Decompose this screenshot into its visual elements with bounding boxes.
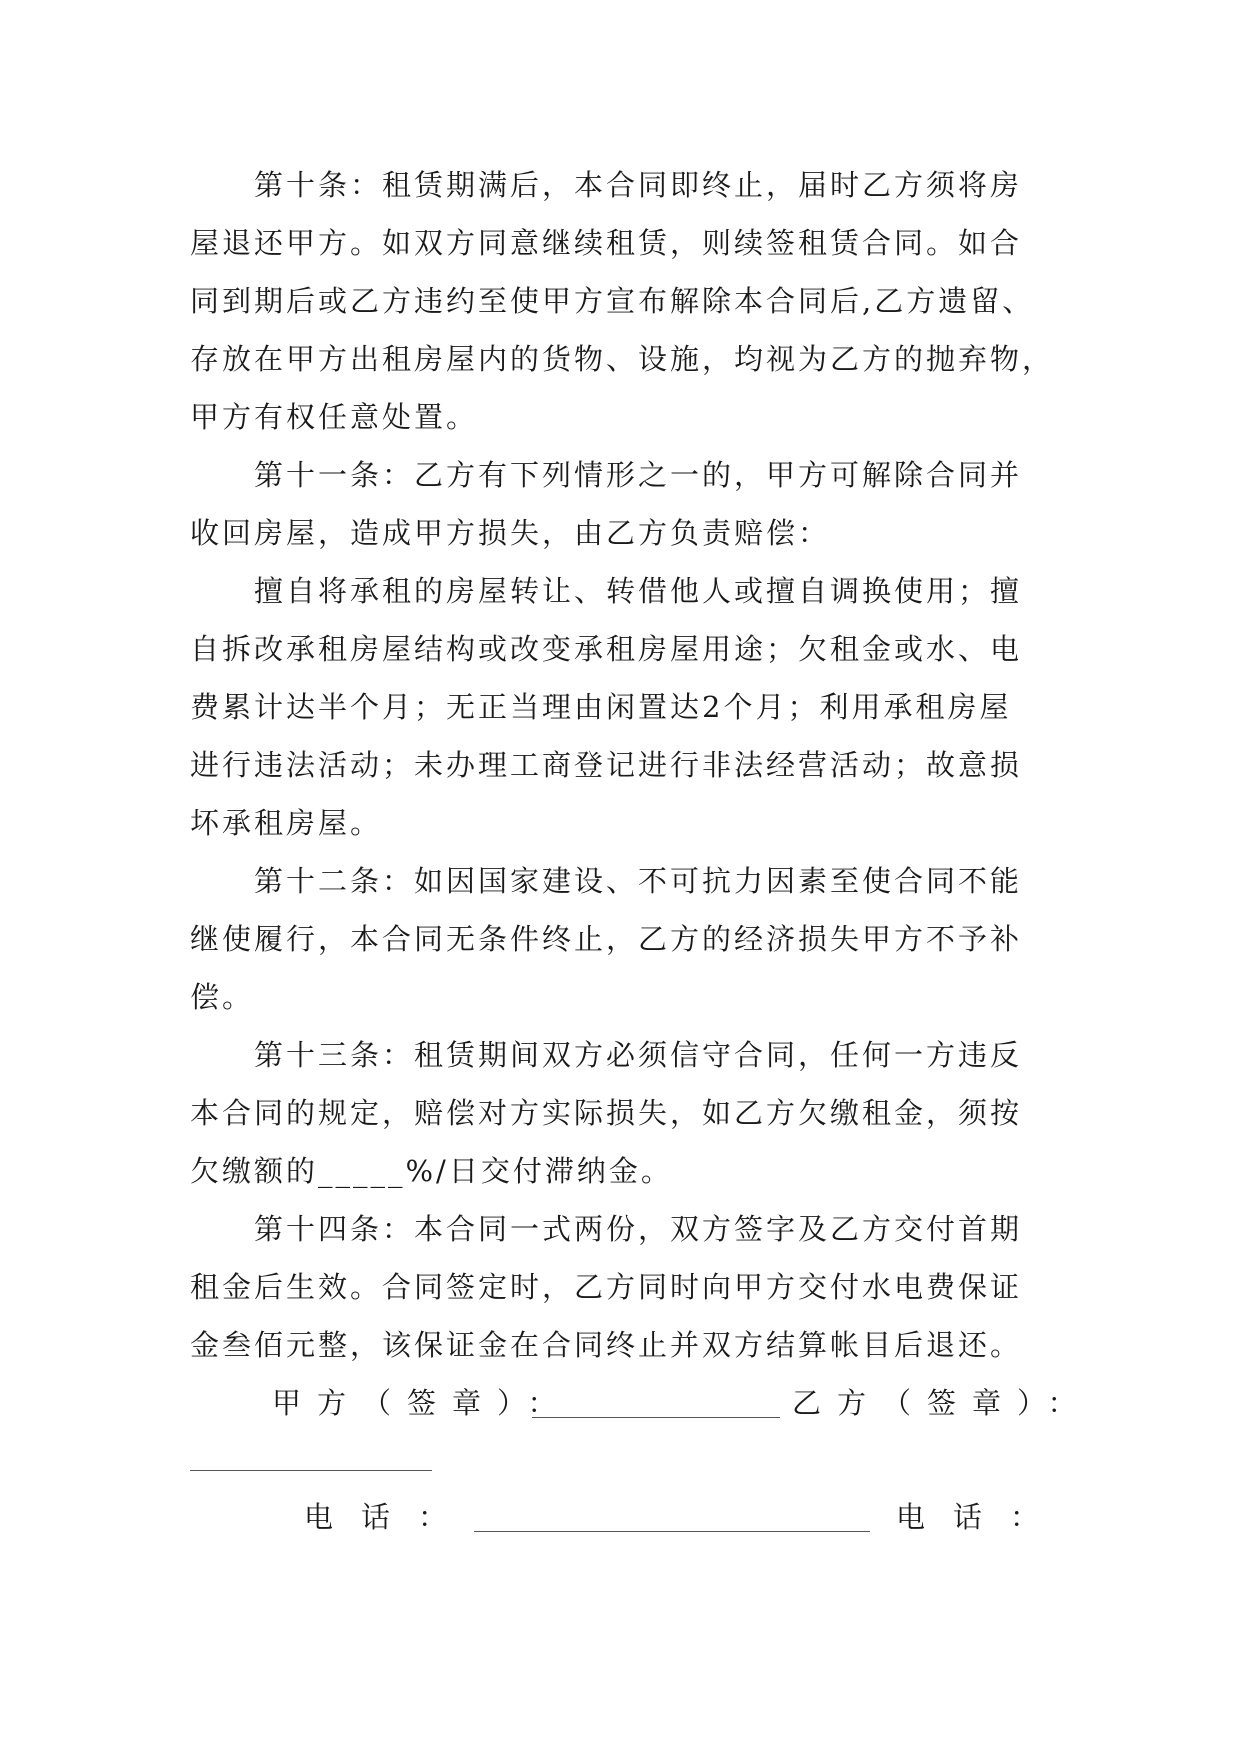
clause-11-list-line-1: 擅自将承租的房屋转让、转借他人或擅自调换使用；擅 (254, 574, 1023, 608)
clause-12-line-1: 第十二条：如因国家建设、不可抗力因素至使合同不能 (254, 864, 1023, 898)
clause-13-line-2: 本合同的规定，赔偿对方实际损失，如乙方欠缴租金，须按 (190, 1096, 1023, 1130)
clause-10-line-2: 屋退还甲方。如双方同意继续租赁，则续签租赁合同。如合 (190, 226, 1023, 260)
clause-14-line-2: 租金后生效。合同签定时，乙方同时向甲方交付水电费保证 (190, 1270, 1023, 1304)
clause-11-line-2: 收回房屋，造成甲方损失，由乙方负责赔偿： (190, 516, 831, 550)
clause-11-list-line-5: 坏承租房屋。 (190, 806, 383, 840)
party-b-phone-label: 电话： (896, 1500, 1068, 1534)
clause-10-line-1: 第十条：租赁期满后，本合同即终止，届时乙方须将房 (254, 168, 1023, 202)
clause-10-line-4: 存放在甲方出租房屋内的货物、设施，均视为乙方的抛弃物， (190, 342, 1055, 376)
party-a-signature-label: 甲方（签章）： (272, 1386, 573, 1420)
party-a-phone-line (474, 1531, 870, 1532)
clause-11-list-line-2: 自拆改承租房屋结构或改变承租房屋用途；欠租金或水、电 (190, 632, 1023, 666)
clause-14-line-3: 金叁佰元整，该保证金在合同终止并双方结算帐目后退还。 (190, 1328, 1023, 1362)
clause-11-line-1: 第十一条：乙方有下列情形之一的，甲方可解除合同并 (254, 458, 1023, 492)
clause-11-list-line-4: 进行违法活动；未办理工商登记进行非法经营活动；故意损 (190, 748, 1023, 782)
clause-14-line-1: 第十四条：本合同一式两份，双方签字及乙方交付首期 (254, 1212, 1023, 1246)
party-b-signature-label: 乙方（签章）： (792, 1386, 1093, 1420)
clause-11-list-line-3: 费累计达半个月；无正当理由闲置达2个月；利用承租房屋 (190, 690, 1012, 724)
clause-12-line-3: 偿。 (190, 980, 255, 1014)
clause-13-line-1: 第十三条：租赁期间双方必须信守合同，任何一方违反 (254, 1038, 1023, 1072)
clause-10-line-3: 同到期后或乙方违约至使甲方宣布解除本合同后,乙方遗留、 (190, 284, 1035, 318)
party-b-signature-line (190, 1470, 432, 1471)
clause-12-line-2: 继使履行，本合同无条件终止，乙方的经济损失甲方不予补 (190, 922, 1023, 956)
party-a-signature-line (532, 1417, 780, 1418)
clause-10-line-5: 甲方有权任意处置。 (190, 400, 479, 434)
clause-13-line-3: 欠缴额的_____%/日交付滞纳金。 (190, 1154, 673, 1188)
party-a-phone-label: 电话： (304, 1500, 476, 1534)
